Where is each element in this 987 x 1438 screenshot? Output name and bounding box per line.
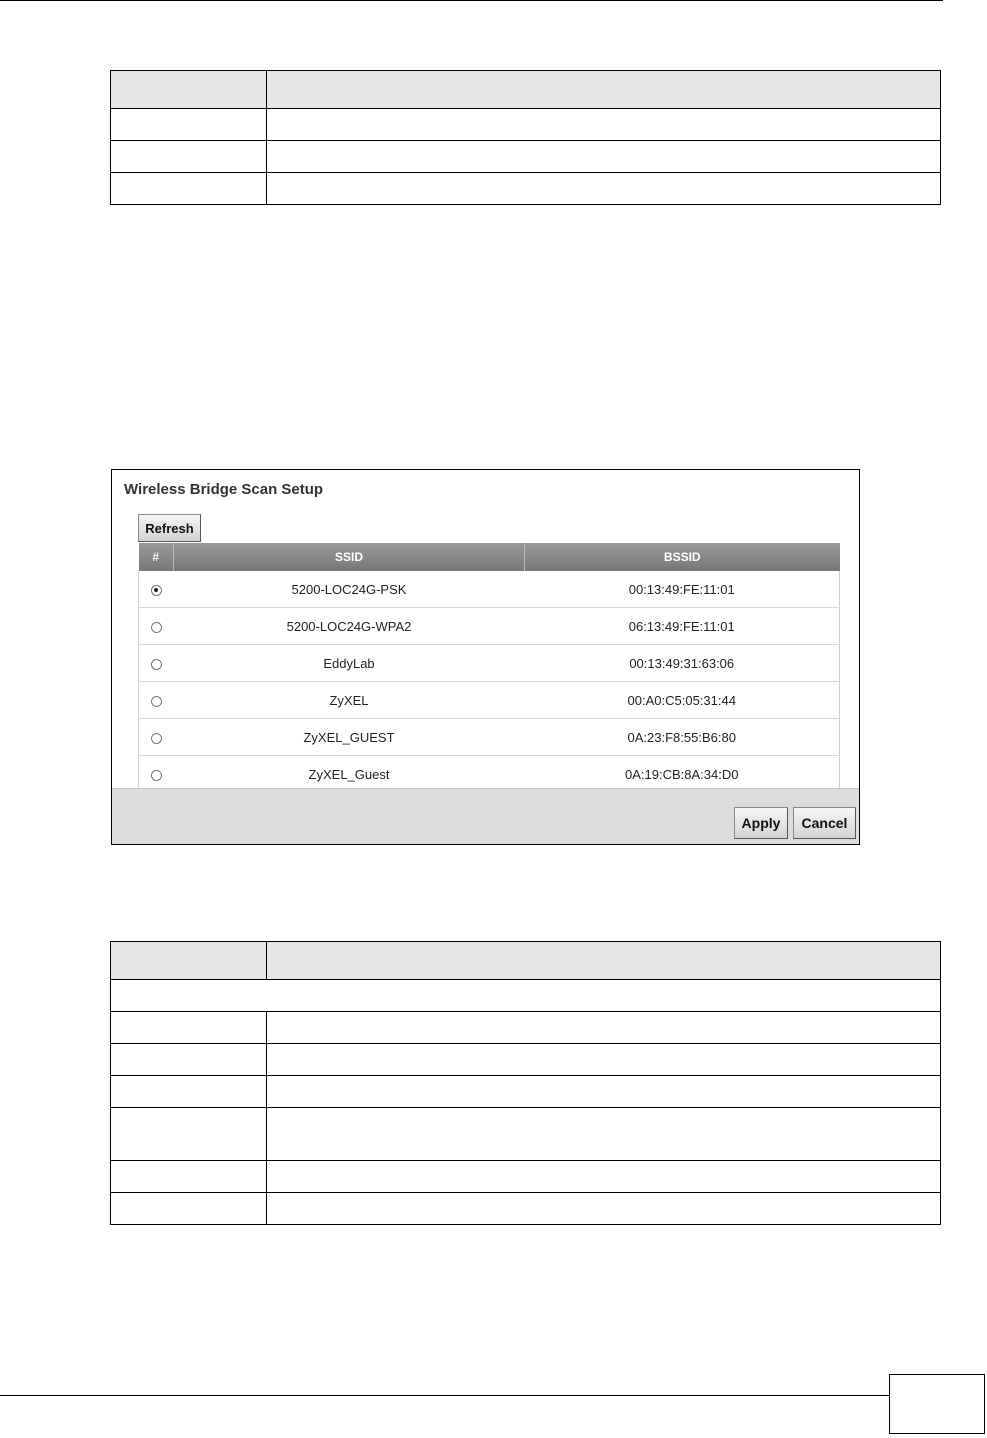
scan-result-row[interactable] [139,571,840,608]
row-select-cell [139,682,174,719]
table-cell [267,1076,941,1108]
select-radio[interactable] [151,770,162,781]
screen-title: Wireless Bridge Scan Setup [124,481,324,498]
select-radio[interactable] [151,622,162,633]
ssid-cell: EddyLab [174,645,525,682]
row-select-cell [139,719,174,756]
table-cell [267,1108,941,1161]
field-description-table-top [110,70,941,205]
ssid-cell: 5200-LOC24G-PSK [174,571,525,608]
row-select-cell [139,608,174,645]
bssid-cell: 00:13:49:31:63:06 [525,645,840,682]
table-cell [111,1076,267,1108]
table-header-description [267,71,941,109]
wireless-bridge-scan-screenshot [111,469,860,845]
scan-result-row[interactable] [139,682,840,719]
column-header-index: # [139,543,174,571]
scan-result-row[interactable] [139,608,840,645]
page-number-box [889,1374,985,1434]
table-cell [111,173,267,205]
row-select-cell [139,571,174,608]
cancel-button[interactable]: Cancel [793,807,856,839]
column-header-ssid: SSID [174,543,525,571]
refresh-button[interactable]: Refresh [138,514,201,542]
select-radio[interactable] [151,696,162,707]
table-cell [267,1161,941,1193]
scan-result-row[interactable] [139,756,840,793]
table-cell [267,1044,941,1076]
table-cell [111,109,267,141]
button-bar [112,788,859,845]
row-select-cell [139,645,174,682]
bssid-cell: 0A:19:CB:8A:34:D0 [525,756,840,793]
bssid-cell: 00:A0:C5:05:31:44 [525,682,840,719]
row-select-cell [139,756,174,793]
table-cell [111,1012,267,1044]
scan-result-row[interactable] [139,719,840,756]
table-cell [111,1161,267,1193]
field-description-table-bottom [110,941,941,1225]
table-cell [111,1044,267,1076]
table-cell [111,141,267,173]
table-cell [267,141,941,173]
table-section-row [111,980,941,1012]
table-header-description [267,942,941,980]
table-cell [267,109,941,141]
bssid-cell: 0A:23:F8:55:B6:80 [525,719,840,756]
table-cell [267,1012,941,1044]
table-cell [111,1108,267,1161]
select-radio[interactable] [151,733,162,744]
scan-results-table [138,543,840,793]
apply-button[interactable]: Apply [734,807,788,839]
table-header-label [111,942,267,980]
column-header-bssid: BSSID [525,543,840,571]
table-cell [267,173,941,205]
select-radio[interactable] [151,659,162,670]
table-cell [111,1193,267,1225]
bssid-cell: 00:13:49:FE:11:01 [525,571,840,608]
select-radio[interactable] [151,585,162,596]
ssid-cell: ZyXEL [174,682,525,719]
ssid-cell: ZyXEL_GUEST [174,719,525,756]
ssid-cell: ZyXEL_Guest [174,756,525,793]
footer-rule [0,1395,890,1396]
table-cell [267,1193,941,1225]
table-header-label [111,71,267,109]
header-rule [0,0,943,1]
bssid-cell: 06:13:49:FE:11:01 [525,608,840,645]
ssid-cell: 5200-LOC24G-WPA2 [174,608,525,645]
scan-result-row[interactable] [139,645,840,682]
